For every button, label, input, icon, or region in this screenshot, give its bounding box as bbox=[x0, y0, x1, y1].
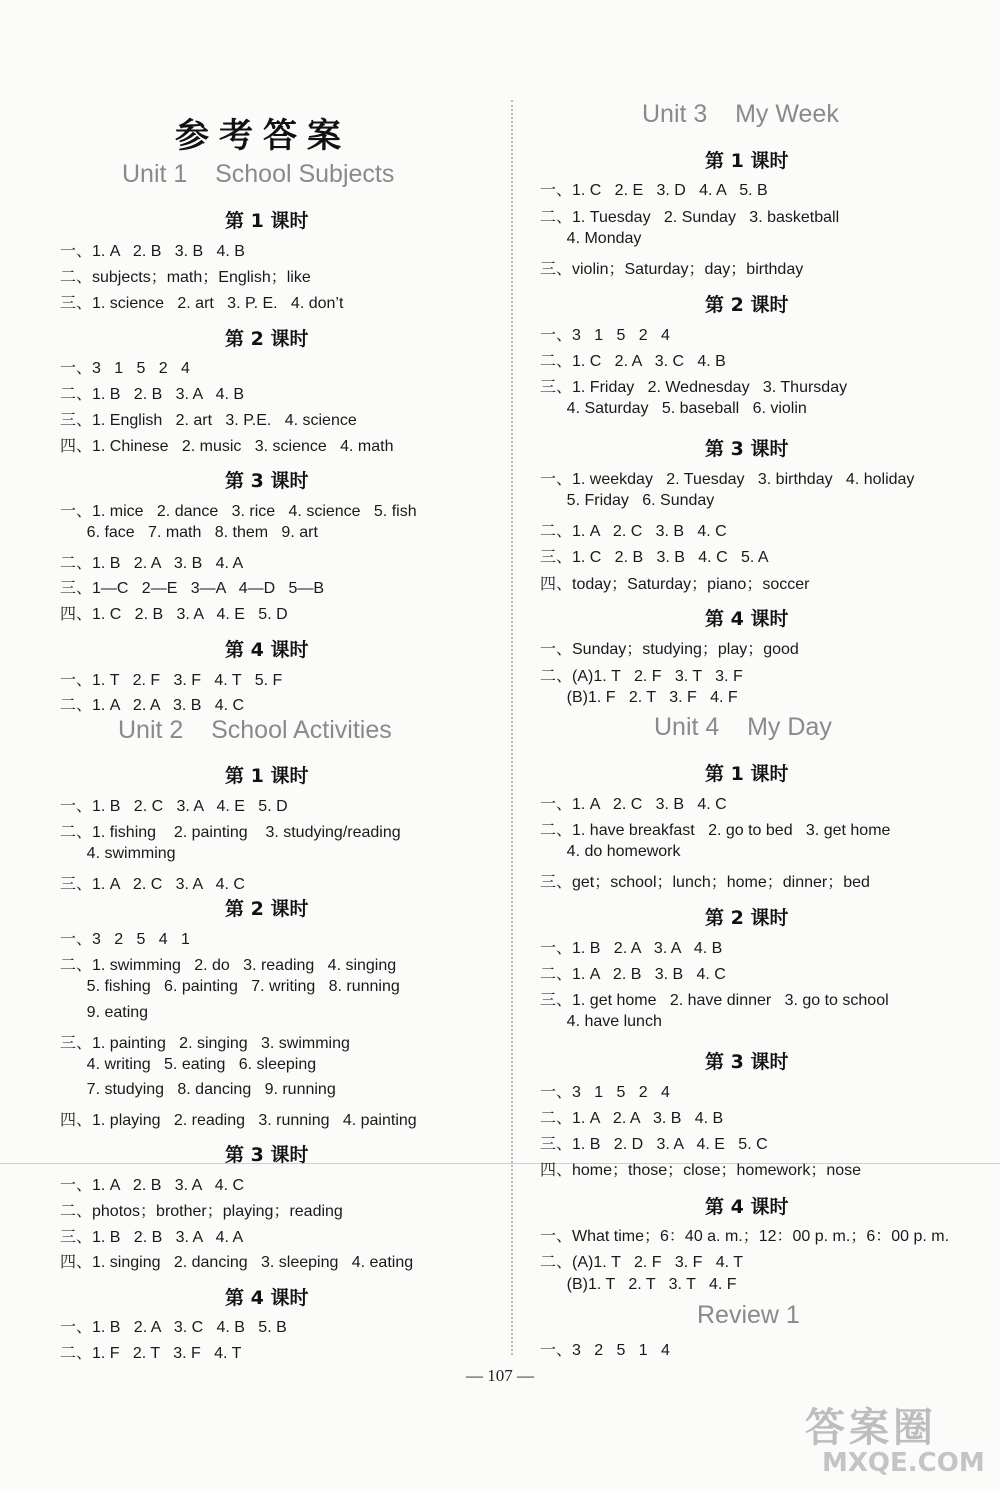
answer-line: 一、1. T 2. F 3. F 4. T 5. F bbox=[60, 672, 283, 689]
answer-line: 三、1. painting 2. singing 3. swimming bbox=[60, 1035, 350, 1052]
answer-line: 二、1. A 2. B 3. B 4. C bbox=[540, 966, 726, 983]
answer-line: 一、3 1 5 2 4 bbox=[540, 1084, 670, 1101]
column-divider bbox=[511, 100, 513, 1355]
page-title: 参考答案 bbox=[175, 116, 351, 156]
answer-line: 二、1. have breakfast 2. go to bed 3. get home bbox=[540, 822, 891, 839]
answer-line: (B)1. T 2. T 3. T 4. F bbox=[540, 1276, 737, 1293]
lesson-heading: 第 4 课时 bbox=[225, 639, 309, 661]
answer-line: 四、today；Saturday；piano；soccer bbox=[540, 576, 810, 593]
answer-line: 二、1. C 2. A 3. C 4. B bbox=[540, 353, 726, 370]
answer-line: 一、What time；6：40 a. m.；12：00 p. m.；6：00 p. m. bbox=[540, 1228, 950, 1245]
lesson-heading: 第 2 课时 bbox=[225, 328, 309, 350]
answer-line: 二、1. B 2. A 3. B 4. A bbox=[60, 555, 244, 572]
lesson-heading: 第 4 课时 bbox=[705, 1196, 789, 1218]
watermark-logo: 答案圈 bbox=[805, 1405, 937, 1451]
answer-line: 5. Friday 6. Sunday bbox=[540, 492, 715, 509]
unit-heading: Unit 3 My Week bbox=[642, 100, 839, 128]
answer-line: 三、1. get home 2. have dinner 3. go to school bbox=[540, 992, 889, 1009]
answer-line: 二、subjects；math；English；like bbox=[60, 269, 311, 286]
answer-line: 二、photos；brother；playing；reading bbox=[60, 1203, 343, 1220]
answer-line: 二、(A)1. T 2. F 3. T 3. F bbox=[540, 668, 743, 685]
answer-line: 三、1. Friday 2. Wednesday 3. Thursday bbox=[540, 379, 848, 396]
answer-line: 一、1. C 2. E 3. D 4. A 5. B bbox=[540, 182, 768, 199]
answer-line: 一、1. A 2. B 3. A 4. C bbox=[60, 1177, 245, 1194]
answer-line: 二、1. swimming 2. do 3. reading 4. singing bbox=[60, 957, 397, 974]
lesson-heading: 第 4 课时 bbox=[705, 608, 789, 630]
answer-line: 一、1. A 2. B 3. B 4. B bbox=[60, 243, 245, 260]
answer-line: 9. eating bbox=[60, 1004, 149, 1021]
answer-line: 一、1. B 2. A 3. A 4. B bbox=[540, 940, 723, 957]
answer-line: 一、1. B 2. C 3. A 4. E 5. D bbox=[60, 798, 288, 815]
answer-line: 三、1. English 2. art 3. P.E. 4. science bbox=[60, 412, 357, 429]
answer-line: 4. have lunch bbox=[540, 1013, 662, 1030]
answer-line: 二、1. B 2. B 3. A 4. B bbox=[60, 386, 245, 403]
answer-line: 二、1. fishing 2. painting 3. studying/reading bbox=[60, 824, 401, 841]
answer-line: 一、3 2 5 4 1 bbox=[60, 931, 190, 948]
unit-heading: Review 1 bbox=[697, 1301, 800, 1329]
answer-line: 三、1. B 2. D 3. A 4. E 5. C bbox=[540, 1136, 768, 1153]
answer-line: 三、1. science 2. art 3. P. E. 4. don’t bbox=[60, 295, 344, 312]
answer-line: 6. face 7. math 8. them 9. art bbox=[60, 524, 318, 541]
lesson-heading: 第 2 课时 bbox=[705, 907, 789, 929]
answer-line: 四、1. C 2. B 3. A 4. E 5. D bbox=[60, 606, 288, 623]
answer-line: 四、home；those；close；homework；nose bbox=[540, 1162, 862, 1179]
answer-line: (B)1. F 2. T 3. F 4. F bbox=[540, 689, 738, 706]
watermark-url: MXQE.COM bbox=[822, 1448, 985, 1478]
answer-line: 四、1. singing 2. dancing 3. sleeping 4. eating bbox=[60, 1254, 414, 1271]
lesson-heading: 第 3 课时 bbox=[705, 1051, 789, 1073]
answer-line: 4. Saturday 5. baseball 6. violin bbox=[540, 400, 807, 417]
lesson-heading: 第 1 课时 bbox=[225, 765, 309, 787]
answer-line: 一、1. B 2. A 3. C 4. B 5. B bbox=[60, 1319, 287, 1336]
answer-line: 三、1—C 2—E 3—A 4—D 5—B bbox=[60, 580, 325, 597]
lesson-heading: 第 4 课时 bbox=[225, 1287, 309, 1309]
answer-line: 二、1. F 2. T 3. F 4. T bbox=[60, 1345, 242, 1362]
answer-line: 一、3 1 5 2 4 bbox=[540, 327, 670, 344]
answer-line: 二、(A)1. T 2. F 3. F 4. T bbox=[540, 1254, 744, 1271]
answer-line: 4. do homework bbox=[540, 843, 681, 860]
answer-line: 二、1. Tuesday 2. Sunday 3. basketball bbox=[540, 209, 840, 226]
lesson-heading: 第 1 课时 bbox=[705, 150, 789, 172]
page-number: — 107 — bbox=[466, 1366, 534, 1385]
lesson-heading: 第 1 课时 bbox=[705, 763, 789, 785]
answer-line: 四、1. playing 2. reading 3. running 4. painting bbox=[60, 1112, 417, 1129]
answer-line: 一、3 1 5 2 4 bbox=[60, 360, 190, 377]
lesson-heading: 第 2 课时 bbox=[225, 898, 309, 920]
answer-line: 三、1. B 2. B 3. A 4. A bbox=[60, 1229, 244, 1246]
answer-line: 四、1. Chinese 2. music 3. science 4. math bbox=[60, 438, 394, 455]
lesson-heading: 第 3 课时 bbox=[225, 470, 309, 492]
answer-line: 4. Monday bbox=[540, 230, 642, 247]
answer-line: 二、1. A 2. A 3. B 4. C bbox=[60, 697, 245, 714]
answer-line: 一、1. weekday 2. Tuesday 3. birthday 4. holiday bbox=[540, 471, 915, 488]
answer-line: 一、Sunday；studying；play；good bbox=[540, 641, 799, 658]
answer-line: 三、get；school；lunch；home；dinner；bed bbox=[540, 874, 870, 891]
answer-line: 二、1. A 2. C 3. B 4. C bbox=[540, 523, 727, 540]
answer-line: 一、1. A 2. C 3. B 4. C bbox=[540, 796, 727, 813]
lesson-heading: 第 3 课时 bbox=[225, 1144, 309, 1166]
answer-line: 7. studying 8. dancing 9. running bbox=[60, 1081, 336, 1098]
answer-line: 三、1. A 2. C 3. A 4. C bbox=[60, 876, 245, 893]
answer-line: 一、3 2 5 1 4 bbox=[540, 1342, 670, 1359]
lesson-heading: 第 1 课时 bbox=[225, 210, 309, 232]
answer-line: 二、1. A 2. A 3. B 4. B bbox=[540, 1110, 724, 1127]
answer-line: 5. fishing 6. painting 7. writing 8. running bbox=[60, 978, 400, 995]
unit-heading: Unit 1 School Subjects bbox=[122, 160, 395, 188]
unit-heading: Unit 2 School Activities bbox=[118, 716, 392, 744]
answer-line: 4. writing 5. eating 6. sleeping bbox=[60, 1056, 317, 1073]
unit-heading: Unit 4 My Day bbox=[654, 713, 832, 741]
lesson-heading: 第 3 课时 bbox=[705, 438, 789, 460]
lesson-heading: 第 2 课时 bbox=[705, 294, 789, 316]
answer-line: 一、1. mice 2. dance 3. rice 4. science 5. fish bbox=[60, 503, 417, 520]
answer-line: 4. swimming bbox=[60, 845, 176, 862]
answer-line: 三、1. C 2. B 3. B 4. C 5. A bbox=[540, 549, 769, 566]
answer-line: 三、violin；Saturday；day；birthday bbox=[540, 261, 804, 278]
